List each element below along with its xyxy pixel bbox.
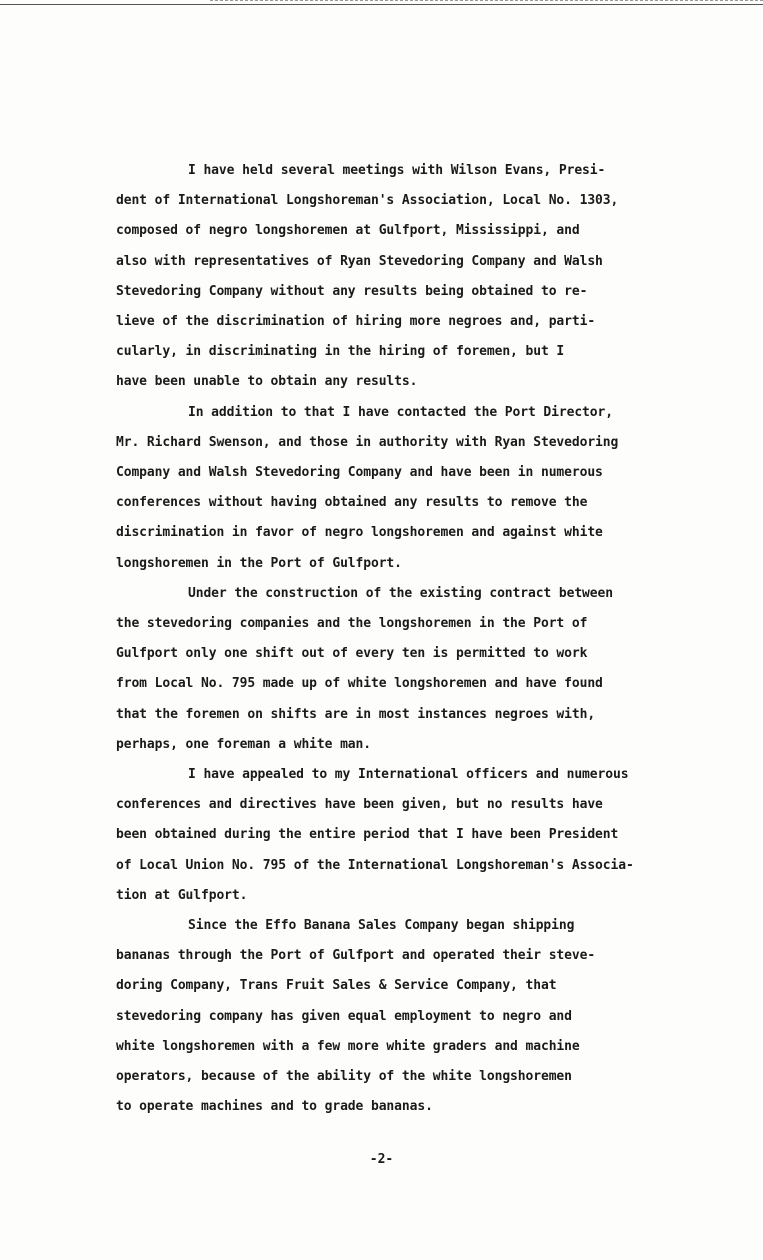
text-line: I have held several meetings with Wilson Evans, Presi- [188, 163, 606, 178]
text-line: I have appealed to my International officers and numerous [188, 767, 629, 783]
text-line: dent of International Longshoreman's Association, Local No. 1303, [116, 193, 619, 209]
text-line: the stevedoring companies and the longshoremen in the Port of [116, 616, 588, 632]
text-line: bananas through the Port of Gulfport and operated their steve- [116, 948, 596, 964]
paragraph-banana-company [116, 911, 716, 1122]
paragraph-meetings [116, 156, 716, 398]
text-line: have been unable to obtain any results. [116, 374, 418, 390]
text-line: also with representatives of Ryan Stevedoring Company and Walsh [116, 253, 603, 269]
text-line: to operate machines and to grade bananas. [116, 1099, 433, 1115]
top-edge-dotted-rule [210, 0, 763, 1]
text-line: conferences and directives have been given, but no results have [116, 797, 603, 813]
text-line: doring Company, Trans Fruit Sales & Service Company, that [116, 978, 557, 994]
text-line: that the foremen on shifts are in most instances negroes with, [116, 706, 596, 722]
letter-body [116, 156, 716, 1123]
text-line: tion at Gulfport. [116, 887, 248, 903]
text-line: Stevedoring Company without any results being obtained to re- [116, 283, 588, 299]
text-line: lieve of the discrimination of hiring more negroes and, parti- [116, 314, 596, 330]
text-line: Gulfport only one shift out of every ten is permitted to work [116, 646, 588, 662]
text-line: from Local No. 795 made up of white longshoremen and have found [116, 676, 603, 692]
paragraph-contract [116, 579, 716, 760]
text-line: discrimination in favor of negro longshoremen and against white [116, 525, 603, 541]
text-line: conferences without having obtained any results to remove the [116, 495, 588, 511]
text-line: longshoremen in the Port of Gulfport. [116, 555, 402, 571]
text-line: Company and Walsh Stevedoring Company and have been in numerous [116, 465, 603, 481]
text-line: of Local Union No. 795 of the International Longshoreman's Associa- [116, 857, 634, 873]
text-line: composed of negro longshoremen at Gulfport, Mississippi, and [116, 223, 580, 239]
text-line: Mr. Richard Swenson, and those in authority with Ryan Stevedoring [116, 434, 619, 450]
paragraph-appeals [116, 760, 716, 911]
paragraph-port-director [116, 398, 716, 579]
text-line: cularly, in discriminating in the hiring of foremen, but I [116, 344, 565, 360]
text-line: Under the construction of the existing contract between [188, 585, 613, 601]
text-line: stevedoring company has given equal employment to negro and [116, 1008, 572, 1024]
text-line: been obtained during the entire period that I have been President [116, 827, 619, 843]
text-line: Since the Effo Banana Sales Company began shipping [188, 918, 575, 934]
text-line: operators, because of the ability of the white longshoremen [116, 1069, 572, 1085]
text-line: perhaps, one foreman a white man. [116, 736, 371, 752]
page-number: -2- [369, 1152, 394, 1167]
text-line: In addition to that I have contacted the Port Director, [188, 404, 613, 420]
text-line: white longshoremen with a few more white graders and machine [116, 1038, 580, 1054]
top-edge-rule [0, 4, 763, 5]
